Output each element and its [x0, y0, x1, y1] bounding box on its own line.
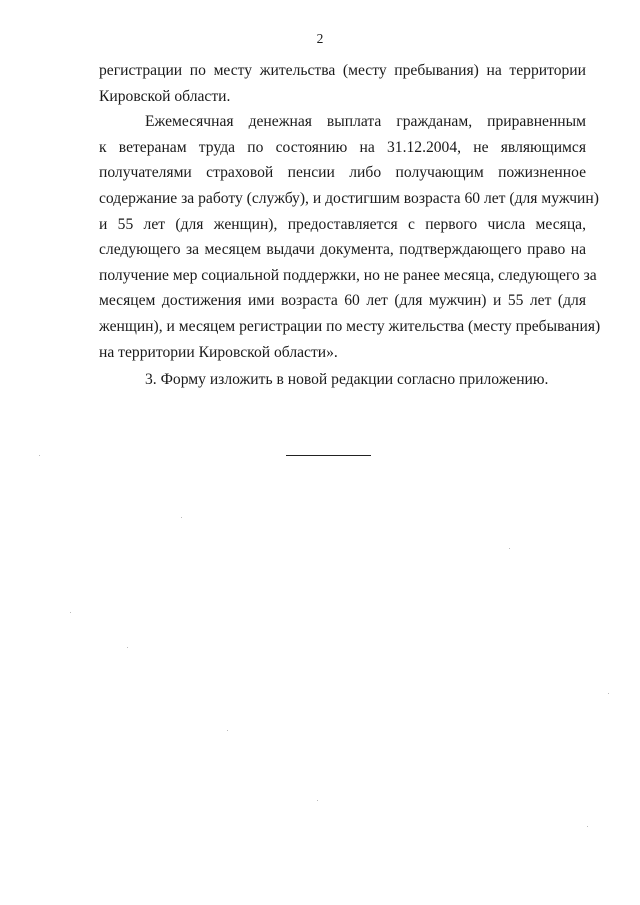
text-line: получение мер социальной поддержки, но не ранее месяца, следующего за — [99, 266, 597, 284]
separator-line — [286, 455, 371, 456]
document-body — [99, 58, 601, 393]
scan-speck — [317, 800, 318, 801]
paragraph-continuation — [99, 58, 586, 109]
text-line: месяцем достижения ими возраста 60 лет (для мужчин) и 55 лет (для — [99, 292, 586, 310]
text-line: на территории Кировской области». — [99, 343, 338, 361]
text-line: Ежемесячная денежная выплата гражданам, приравненным — [145, 113, 586, 131]
text-line: 3. Форму изложить в новой редакции согласно приложению. — [145, 371, 549, 389]
scan-speck — [181, 517, 182, 518]
paragraph-monthly-payment — [99, 109, 601, 365]
scan-speck — [39, 455, 40, 456]
text-line: к ветеранам труда по состоянию на 31.12.2004, не являющимся — [99, 138, 586, 156]
scan-speck — [608, 693, 609, 694]
paragraph-item-3 — [99, 367, 586, 393]
scan-speck — [127, 647, 128, 648]
scan-speck — [70, 612, 71, 613]
text-line: следующего за месяцем выдачи документа, подтверждающего право на — [99, 241, 586, 259]
text-line: и 55 лет (для женщин), предоставляется с первого числа месяца, — [99, 215, 586, 233]
text-line: содержание за работу (службу), и достигшим возраста 60 лет (для мужчин) — [99, 189, 599, 207]
scan-speck — [587, 826, 588, 827]
page-number: 2 — [316, 31, 324, 46]
text-line: получателями страховой пенсии либо получающим пожизненное — [99, 164, 586, 182]
text-line: регистрации по месту жительства (месту пребывания) на территории — [99, 62, 586, 79]
text-line: женщин), и месяцем регистрации по месту жительства (месту пребывания) — [99, 317, 601, 335]
text-line: Кировской области. — [99, 87, 231, 105]
scan-speck — [509, 548, 510, 549]
scan-speck — [227, 730, 228, 731]
